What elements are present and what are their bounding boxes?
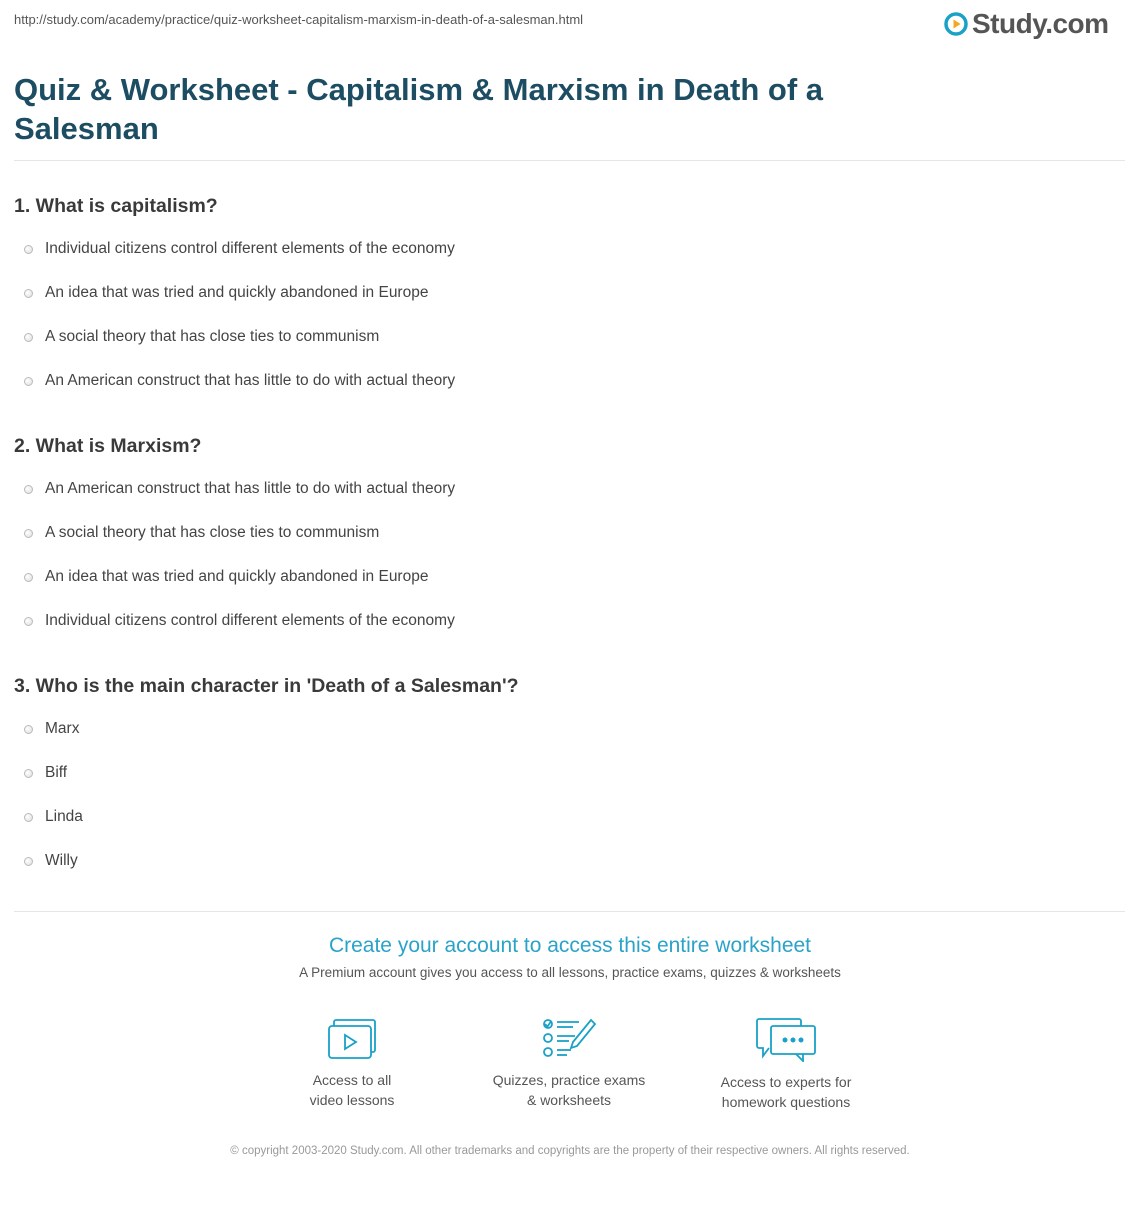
feature-label: Access to experts for homework questions xyxy=(720,1074,852,1110)
answer-option[interactable] xyxy=(14,610,455,632)
question-1 xyxy=(14,194,1114,389)
radio-button[interactable] xyxy=(24,617,33,626)
radio-button[interactable] xyxy=(24,377,33,386)
header-divider xyxy=(14,160,1125,161)
answer-option[interactable] xyxy=(14,718,79,740)
logo-text: Study.com xyxy=(972,8,1109,39)
answer-option[interactable] xyxy=(14,478,455,500)
radio-button[interactable] xyxy=(24,769,33,778)
radio-button[interactable] xyxy=(24,813,33,822)
radio-button[interactable] xyxy=(24,333,33,342)
quiz-divider xyxy=(14,911,1125,912)
copyright-footer: © copyright 2003-2020 Study.com. All other trademarks and copyrights are the property of their respective owners. All rights reserved. xyxy=(230,1145,910,1157)
radio-button[interactable] xyxy=(24,289,33,298)
cta-subtitle: A Premium account gives you access to all lessons, practice exams, quizzes & worksheets xyxy=(299,965,841,980)
answer-option[interactable] xyxy=(14,806,83,828)
answer-label: An idea that was tried and quickly abandoned in Europe xyxy=(45,568,429,585)
answer-label: An American construct that has little to do with actual theory xyxy=(45,372,456,389)
answer-label: A social theory that has close ties to communism xyxy=(45,328,380,345)
radio-button[interactable] xyxy=(24,573,33,582)
feature-label: Quizzes, practice exams & worksheets xyxy=(492,1072,646,1108)
question-text: 3. Who is the main character in 'Death of a Salesman'? xyxy=(14,675,519,697)
question-text: 2. What is Marxism? xyxy=(14,435,202,457)
feature-quizzes xyxy=(479,1016,659,1110)
feature-experts xyxy=(696,1016,876,1112)
answer-label: Individual citizens control different elements of the economy xyxy=(45,612,455,629)
page-title: Quiz & Worksheet - Capitalism & Marxism in Death of a Salesman xyxy=(14,72,824,146)
radio-button[interactable] xyxy=(24,529,33,538)
answer-option[interactable] xyxy=(14,370,455,392)
answer-label: Biff xyxy=(45,764,68,781)
answer-label: Individual citizens control different elements of the economy xyxy=(45,240,455,257)
answer-option[interactable] xyxy=(14,522,379,544)
chat-bubbles-icon xyxy=(755,1016,817,1062)
radio-button[interactable] xyxy=(24,857,33,866)
answer-option[interactable] xyxy=(14,762,67,784)
answer-label: An American construct that has little to do with actual theory xyxy=(45,480,456,497)
answer-label: A social theory that has close ties to communism xyxy=(45,524,380,541)
answer-option[interactable] xyxy=(14,326,379,348)
radio-button[interactable] xyxy=(24,245,33,254)
answer-option[interactable] xyxy=(14,850,78,872)
question-3 xyxy=(14,674,1114,869)
create-account-link[interactable]: Create your account to access this entire worksheet xyxy=(328,934,812,957)
answer-option[interactable] xyxy=(14,238,455,260)
answer-option[interactable] xyxy=(14,282,428,304)
question-text: 1. What is capitalism? xyxy=(14,195,218,217)
video-lessons-icon xyxy=(326,1016,378,1060)
study-logo[interactable] xyxy=(944,8,1109,40)
feature-video-lessons xyxy=(262,1016,442,1110)
radio-button[interactable] xyxy=(24,485,33,494)
answer-label: Willy xyxy=(45,852,78,869)
question-2 xyxy=(14,434,1114,629)
answer-label: An idea that was tried and quickly abandoned in Europe xyxy=(45,284,429,301)
play-circle-icon xyxy=(944,12,968,36)
radio-button[interactable] xyxy=(24,725,33,734)
page-url: http://study.com/academy/practice/quiz-worksheet-capitalism-marxism-in-death-of-a-salesman.html xyxy=(14,12,584,27)
feature-label: Access to all video lessons xyxy=(309,1072,395,1108)
answer-label: Linda xyxy=(45,808,83,825)
quiz-checklist-icon xyxy=(541,1016,597,1060)
answer-label: Marx xyxy=(45,720,80,737)
answer-option[interactable] xyxy=(14,566,428,588)
